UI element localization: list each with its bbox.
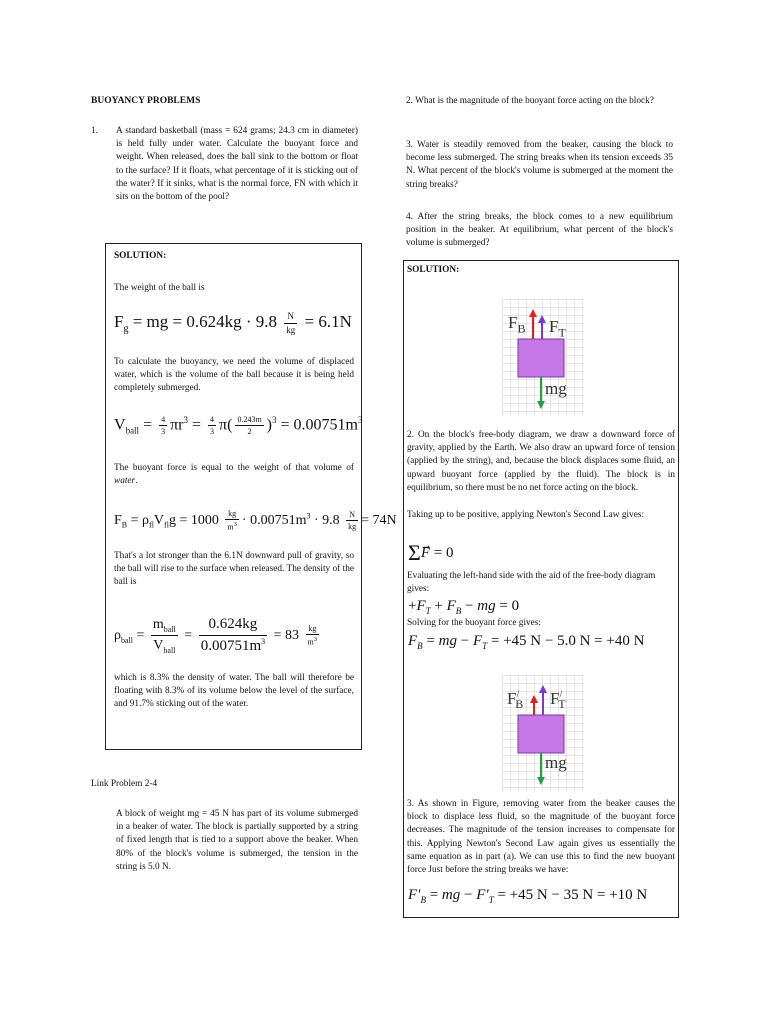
solution2-p2: Taking up to be positive, applying Newton's Second Law gives: bbox=[407, 510, 645, 520]
solution2-p1: 2. On the block's free-body diagram, we draw a downward force of gravity, applied by the Earth. We also draw an upward force of tension (applied by the string), and, because the block displaces some fluid, an upward buoyant force (applied by the fluid). The block is in equilibrium, so there must be no net force acting on the block. bbox=[407, 430, 675, 493]
problem1-text: A standard basketball (mass = 624 grams; 24.3 cm in diameter) is held fully under water. Calculate the buoyant force and weight. When released, does the ball sink to the bottom or float to the surface? If it floats, what percentage of it is sticking out of the water? If it sinks, what is the normal force, FN with which it sits on the bottom of the pool? bbox=[116, 126, 358, 202]
solution1-p2: To calculate the buoyancy, we need the volume of displaced water, which is the volume of the ball because it is being held completely submerged. bbox=[114, 357, 354, 394]
fbd1-mg-label: mg bbox=[545, 379, 567, 398]
fbd2-mg-label: mg bbox=[545, 753, 567, 772]
link-problem-text: A block of weight mg = 45 N has part of its volume submerged in a beaker of water. The block is partially supported by a string of fixed length that is tied to a support above the beaker. When 80% of the block's volume is submerged, the tension in the string is 5.0 N. bbox=[116, 809, 358, 872]
question-2: 2. What is the magnitude of the buoyant force acting on the block? bbox=[406, 96, 654, 106]
equation-lhs: $+F_T + F_B$ − mg = 0 bbox=[408, 598, 520, 616]
fbd2-ft-label: $F^/_T$ bbox=[550, 689, 566, 712]
problem1-number: 1. bbox=[91, 126, 98, 136]
equation-volume: $V_{ball}$ = $\frac{4}{3}$ $\pi r^3$ = $\frac{4}{3}$ π( $\frac{0.243m}{2}$ )$^3 = 0.00751m^3$ bbox=[114, 415, 363, 437]
equation-fb: $F_B$ = mg − $F_T = +45$ N − 5.0 N = +40 N bbox=[408, 633, 645, 651]
page-title: BUOYANCY PROBLEMS bbox=[91, 96, 201, 106]
solution1-box bbox=[105, 243, 397, 750]
equation-density: $\rho_{ball}$ = $\frac{m_{ball}}{V_{ball}}$ = $\frac{0.624kg}{0.00751m^3}$ = 83 $\frac{kg}{m^3}$ bbox=[114, 616, 318, 656]
solution1-p3: The buoyant force is equal to the weight of that volume of water. bbox=[114, 463, 354, 487]
solution1-heading: SOLUTION: bbox=[114, 251, 167, 261]
solution1-p4: That's a lot stronger than the 6.1N downward pull of gravity, so the ball will rise to the surface when released. The density of the ball is bbox=[114, 551, 354, 588]
solution2-p3: Evaluating the left-hand side with the aid of the free-body diagram gives: bbox=[407, 571, 656, 595]
solution2-box bbox=[403, 260, 679, 918]
equation-sum-forces: ΣF⃗ = 0 bbox=[408, 540, 454, 565]
equation-fb-prime: $F'_B$ = mg − $F'_T = +45$ N − 35 N = +10 N bbox=[408, 887, 648, 905]
solution2-heading: SOLUTION: bbox=[407, 265, 460, 275]
link-problem-title: Link Problem 2-4 bbox=[91, 779, 158, 789]
equation-buoyant-force: $F_B = \rho_{fl}V_{fl}g = 1000$ $\frac{kg}{m^3}$ · $0.00751m^3 \cdot 9.8$ $\frac{N}{kg}$ = 74N bbox=[114, 509, 397, 533]
solution1-p5: which is 8.3% the density of water. The ball will therefore be floating with 8.3% of its volume below the level of the surface, and 91.7% sticking out of the water. bbox=[114, 673, 354, 710]
question-4: 4. After the string breaks, the block comes to a new equilibrium position in the beaker. At equilibrium, what percent of the block's volume is submerged? bbox=[406, 212, 673, 249]
fbd2-fb-label: $F^/_B$ bbox=[507, 689, 524, 712]
fbd1-ft-label: $F_T$ bbox=[549, 317, 566, 340]
solution2-p4: Solving for the buoyant force gives: bbox=[407, 618, 542, 628]
equation-weight: $F_g$ = mg = 0.624kg · 9.8 $\frac{N}{kg}$ = 6.1N bbox=[114, 311, 352, 335]
solution2-p5: 3. As shown in Figure, removing water from the beaker causes the block to displace less fluid, so the magnitude of the buoyant force decreases. The magnitude of the tension increases to compensate for this. Applying Newton's Second Law again gives us essentially the same equation as in part (a). We can use this to find the new buoyant force Just before the string breaks we have: bbox=[407, 799, 675, 875]
question-3: 3. Water is steadily removed from the beaker, causing the block to become less submerged. The string breaks when its tension exceeds 35 N. What percent of the block's volume is submerged at the moment the string breaks? bbox=[406, 140, 673, 190]
fbd1-fb-label: $F_B$ bbox=[508, 313, 526, 336]
solution1-p1: The weight of the ball is bbox=[114, 283, 205, 293]
